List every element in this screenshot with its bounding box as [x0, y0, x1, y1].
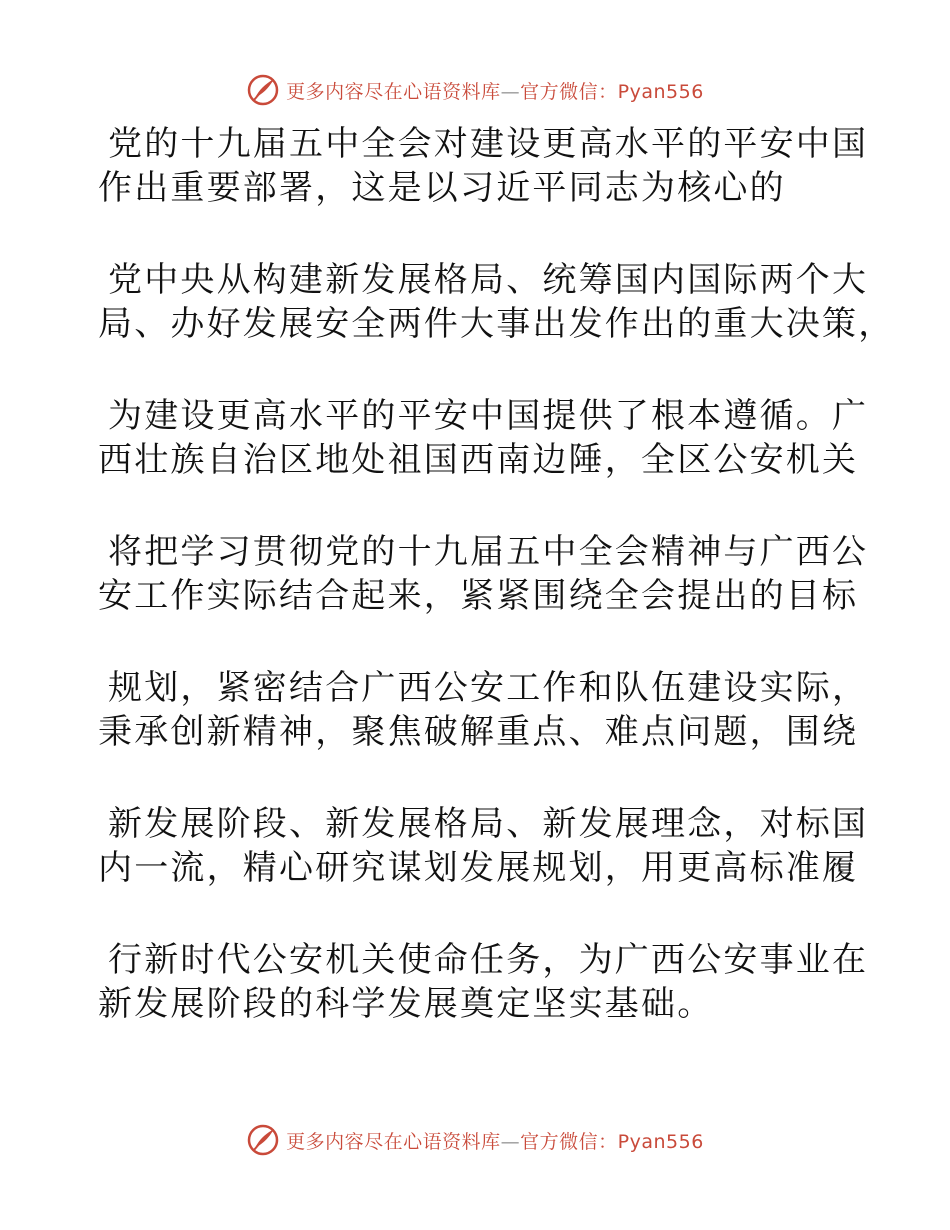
text-line: 安工作实际结合起来，紧紧围绕全会提出的目标: [98, 576, 859, 616]
text-line: 为建设更高水平的平安中国提供了根本遵循。广: [108, 396, 869, 436]
text-line: 党的十九届五中全会对建设更高水平的平安中国: [108, 124, 869, 164]
text-line: 局、办好发展安全两件大事出发作出的重大决策，: [98, 304, 895, 344]
header-banner: [0, 70, 950, 110]
banner-dash: —: [500, 80, 521, 103]
banner-site-name: 更多内容尽在心语资料库: [286, 1130, 501, 1153]
banner-wechat: 官方微信：Pyan556: [520, 1130, 704, 1153]
text-line: 内一流，精心研究谋划发展规划，用更高标准履: [98, 848, 859, 888]
text-line: 新发展阶段、新发展格局、新发展理念，对标国: [108, 804, 869, 844]
banner-dash: —: [500, 1130, 521, 1153]
footer-banner: [0, 1120, 950, 1160]
banner-wechat: 官方微信：Pyan556: [520, 80, 704, 103]
text-line: 行新时代公安机关使命任务，为广西公安事业在: [108, 940, 869, 980]
feather-pen-circle-logo-icon: [246, 73, 280, 107]
text-line: 新发展阶段的科学发展奠定坚实基础。: [98, 984, 714, 1024]
document-body: [98, 122, 895, 1026]
text-line: 西壮族自治区地处祖国西南边陲，全区公安机关: [98, 440, 859, 480]
banner-text: [286, 77, 704, 104]
text-line: 规划，紧密结合广西公安工作和队伍建设实际，: [108, 668, 869, 708]
banner-text: [286, 1127, 704, 1154]
feather-pen-circle-logo-icon: [246, 1123, 280, 1157]
text-line: 将把学习贯彻党的十九届五中全会精神与广西公: [108, 532, 869, 572]
text-line: 秉承创新精神，聚焦破解重点、难点问题，围绕: [98, 712, 859, 752]
text-line: 党中央从构建新发展格局、统筹国内国际两个大: [108, 260, 869, 300]
banner-site-name: 更多内容尽在心语资料库: [286, 80, 501, 103]
text-line: 作出重要部署，这是以习近平同志为核心的: [98, 168, 786, 208]
